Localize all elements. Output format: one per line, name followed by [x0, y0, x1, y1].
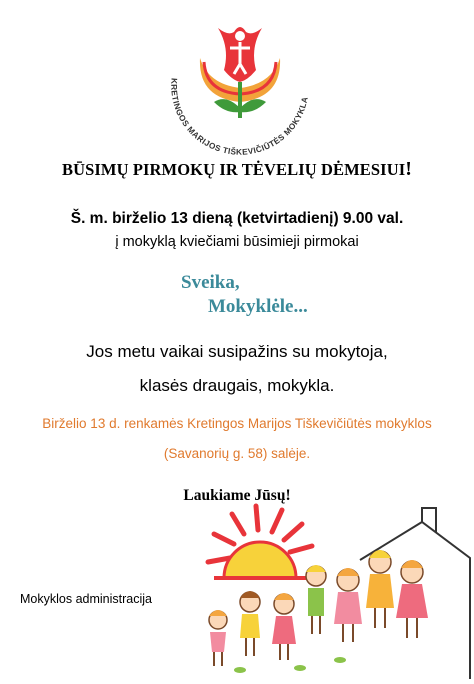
- event-date-line: Š. m. birželio 13 dieną (ketvirtadienį) 9.00 val.: [70, 210, 404, 227]
- children-sun-house-icon: [200, 500, 474, 679]
- notice-heading-mark: !: [405, 158, 412, 180]
- logo-arc-text: KRETINGOS MARIJOS TIŠKEVIČIŪTĖS MOKYKLA: [169, 77, 310, 157]
- gathering-line-2: (Savanorių g. 58) salėje.: [163, 446, 311, 461]
- notice-heading-text: BŪSIMŲ PIRMOKŲ IR TĖVELIŲ DĖMESIUI: [62, 160, 406, 179]
- notice-heading: [0, 158, 474, 181]
- closing-text: Laukiame Jūsų!: [183, 487, 291, 504]
- tulip-logo-icon: [160, 18, 320, 157]
- gathering-line-1: Birželio 13 d. renkamės Kretingos Marijos Tiškevičiūtės mokyklos: [42, 416, 432, 431]
- signature-text: Mokyklos administracija: [20, 592, 152, 606]
- meeting-line-2: klasės draugais, mokykla.: [139, 376, 335, 395]
- greeting-line-1: Sveika,: [181, 272, 240, 293]
- school-logo: [160, 18, 320, 157]
- invitation-line: į mokyklą kviečiami būsimieji pirmokai: [115, 234, 359, 250]
- greeting-line-2: Mokyklėle...: [208, 296, 308, 317]
- meeting-line-1: Jos metu vaikai susipažins su mokytoja,: [86, 342, 388, 361]
